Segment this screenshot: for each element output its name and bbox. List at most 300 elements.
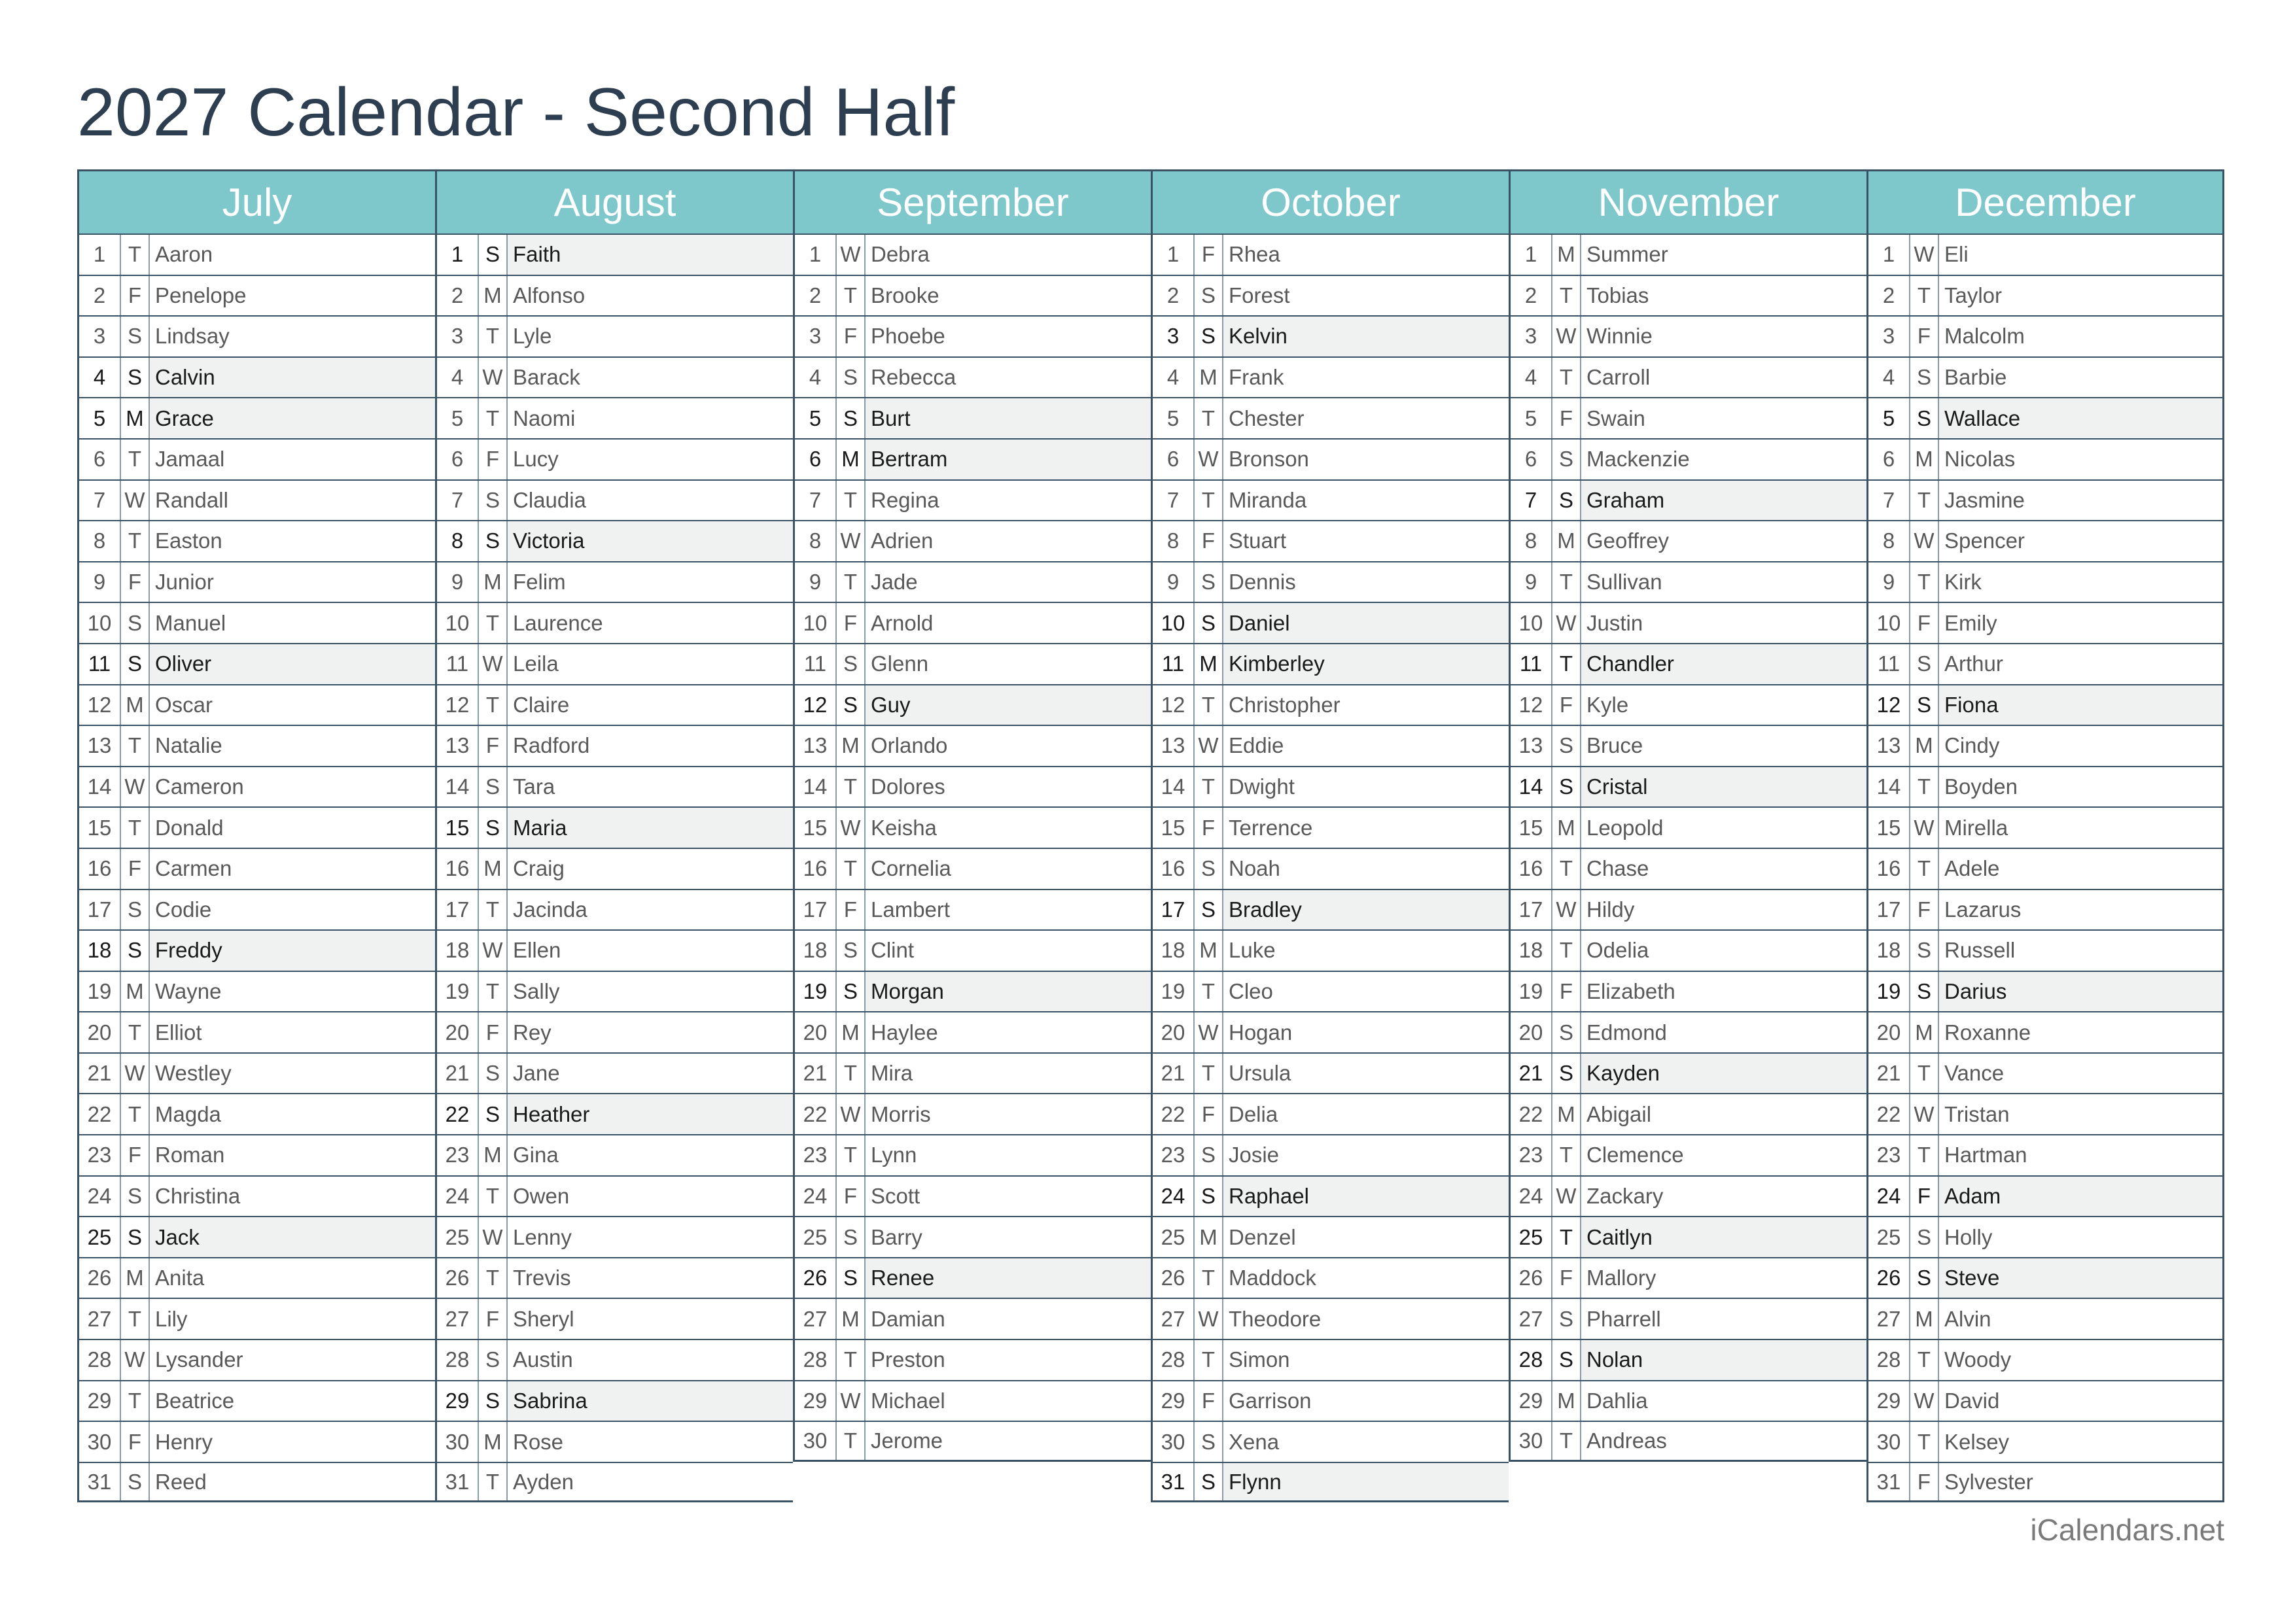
name-day: Eddie bbox=[1229, 733, 1284, 758]
day-row bbox=[1509, 1257, 1866, 1298]
name-day: Arnold bbox=[871, 610, 934, 635]
day-number: 15 bbox=[437, 808, 479, 848]
day-number: 5 bbox=[1153, 398, 1195, 438]
weekday-letter: M bbox=[1195, 358, 1223, 398]
day-number: 31 bbox=[1868, 1463, 1910, 1501]
name-day: Kayden bbox=[1581, 1054, 1866, 1094]
weekday-letter: S bbox=[837, 1217, 866, 1257]
weekday-letter: T bbox=[837, 849, 866, 889]
day-row bbox=[1866, 1421, 2224, 1462]
day-row bbox=[1866, 889, 2224, 930]
weekday-letter: T bbox=[1195, 1258, 1223, 1298]
day-row bbox=[77, 684, 435, 725]
weekday-letter: T bbox=[1195, 972, 1223, 1012]
name-day: Felim bbox=[513, 570, 566, 595]
month-column bbox=[435, 169, 793, 1508]
weekday-letter: S bbox=[1195, 890, 1223, 930]
day-row bbox=[77, 929, 435, 971]
weekday-letter: T bbox=[1195, 481, 1223, 521]
name-day: Guy bbox=[866, 685, 1151, 725]
weekday-letter: M bbox=[837, 726, 866, 766]
day-row bbox=[793, 643, 1151, 684]
name-day: Dennis bbox=[1229, 570, 1296, 595]
day-number: 21 bbox=[1868, 1054, 1910, 1094]
day-number: 30 bbox=[437, 1422, 479, 1462]
weekday-letter: W bbox=[1195, 1012, 1223, 1052]
name-day: Delia bbox=[1229, 1101, 1278, 1126]
weekday-letter: S bbox=[121, 358, 150, 398]
day-row bbox=[1866, 479, 2224, 521]
name-day: Eli bbox=[1944, 242, 1969, 267]
name-day: Cornelia bbox=[871, 856, 951, 881]
day-row bbox=[77, 725, 435, 766]
weekday-letter: W bbox=[479, 644, 508, 684]
day-number: 16 bbox=[1868, 849, 1910, 889]
day-row bbox=[1151, 1216, 1509, 1257]
day-number: 30 bbox=[1153, 1422, 1195, 1462]
day-row bbox=[1151, 1380, 1509, 1421]
day-number: 5 bbox=[79, 398, 121, 438]
day-number: 9 bbox=[1153, 562, 1195, 602]
name-day: Clemence bbox=[1586, 1143, 1684, 1167]
name-day: Lynn bbox=[871, 1143, 917, 1167]
day-row bbox=[793, 1380, 1151, 1421]
weekday-letter: F bbox=[1910, 1177, 1939, 1217]
day-row bbox=[1866, 1339, 2224, 1380]
name-day: Alfonso bbox=[513, 283, 586, 307]
day-row bbox=[435, 1462, 793, 1503]
day-row bbox=[1151, 1421, 1509, 1462]
day-row bbox=[1866, 602, 2224, 643]
weekday-letter: S bbox=[837, 358, 866, 398]
name-day: Victoria bbox=[508, 521, 793, 561]
weekday-letter: M bbox=[479, 562, 508, 602]
weekday-letter: S bbox=[1910, 931, 1939, 971]
day-row bbox=[77, 315, 435, 356]
name-day: Preston bbox=[871, 1347, 945, 1372]
weekday-letter: M bbox=[121, 1258, 150, 1298]
day-row bbox=[435, 1380, 793, 1421]
name-day: Hartman bbox=[1944, 1143, 2027, 1167]
name-day: Brooke bbox=[871, 283, 939, 307]
weekday-letter: S bbox=[1552, 767, 1581, 807]
day-row bbox=[77, 1216, 435, 1257]
weekday-letter: F bbox=[1195, 235, 1223, 275]
day-row bbox=[1151, 848, 1509, 889]
day-row bbox=[1151, 684, 1509, 725]
day-row bbox=[1509, 889, 1866, 930]
day-row bbox=[77, 520, 435, 561]
month-header: July bbox=[77, 169, 435, 233]
weekday-letter: S bbox=[837, 685, 866, 725]
day-row bbox=[1866, 233, 2224, 275]
name-day: Terrence bbox=[1229, 815, 1313, 840]
name-day: Noah bbox=[1229, 856, 1280, 881]
name-day: Arthur bbox=[1944, 651, 2003, 676]
name-day: Sabrina bbox=[508, 1381, 793, 1421]
name-day: Mirella bbox=[1944, 815, 2008, 840]
name-day: Xena bbox=[1229, 1429, 1280, 1454]
name-day: Henry bbox=[155, 1429, 213, 1454]
name-day: Carmen bbox=[155, 856, 232, 881]
day-row bbox=[1509, 643, 1866, 684]
weekday-letter: M bbox=[837, 1299, 866, 1339]
month-column bbox=[77, 169, 435, 1508]
day-number: 8 bbox=[79, 521, 121, 561]
weekday-letter: S bbox=[121, 317, 150, 356]
day-row bbox=[1509, 971, 1866, 1012]
name-day: Aaron bbox=[155, 242, 213, 267]
day-number: 9 bbox=[795, 562, 837, 602]
name-day: Clint bbox=[871, 938, 915, 963]
day-number: 24 bbox=[79, 1177, 121, 1217]
day-number: 13 bbox=[1153, 726, 1195, 766]
name-day: Calvin bbox=[150, 358, 435, 398]
day-number: 12 bbox=[437, 685, 479, 725]
day-row bbox=[435, 602, 793, 643]
day-number: 15 bbox=[1511, 808, 1552, 848]
name-day: Penelope bbox=[155, 283, 247, 307]
day-number: 21 bbox=[79, 1054, 121, 1094]
name-day: Dolores bbox=[871, 774, 945, 799]
weekday-letter: S bbox=[1910, 644, 1939, 684]
name-day: Oliver bbox=[150, 644, 435, 684]
weekday-letter: S bbox=[121, 890, 150, 930]
day-row bbox=[793, 725, 1151, 766]
day-row bbox=[793, 929, 1151, 971]
day-number: 5 bbox=[1868, 398, 1910, 438]
month-header: September bbox=[793, 169, 1151, 233]
weekday-letter: T bbox=[1552, 1422, 1581, 1460]
day-number: 3 bbox=[1511, 317, 1552, 356]
name-day: Maddock bbox=[1229, 1266, 1316, 1290]
day-row bbox=[1866, 561, 2224, 602]
name-day: Josie bbox=[1229, 1143, 1280, 1167]
day-number: 20 bbox=[1868, 1012, 1910, 1052]
day-number: 1 bbox=[79, 235, 121, 275]
weekday-letter: M bbox=[121, 685, 150, 725]
day-number: 14 bbox=[1511, 767, 1552, 807]
day-number: 11 bbox=[1868, 644, 1910, 684]
day-number: 10 bbox=[1511, 603, 1552, 643]
day-number: 6 bbox=[1511, 440, 1552, 479]
day-row bbox=[1509, 1339, 1866, 1380]
name-day: Mackenzie bbox=[1586, 447, 1690, 472]
day-number: 2 bbox=[795, 276, 837, 316]
day-row bbox=[1509, 1421, 1866, 1462]
day-row bbox=[435, 479, 793, 521]
name-day: Edmond bbox=[1586, 1020, 1667, 1045]
name-day: Elliot bbox=[155, 1020, 202, 1045]
day-number: 28 bbox=[79, 1340, 121, 1380]
day-row bbox=[793, 561, 1151, 602]
day-number: 1 bbox=[795, 235, 837, 275]
day-row bbox=[435, 1134, 793, 1175]
name-day: Chandler bbox=[1581, 644, 1866, 684]
day-row bbox=[1509, 315, 1866, 356]
name-day: Lily bbox=[155, 1306, 188, 1331]
name-day: Codie bbox=[155, 897, 212, 922]
name-day: Naomi bbox=[513, 406, 576, 430]
page-title: 2027 Calendar - Second Half bbox=[77, 75, 955, 150]
day-number: 28 bbox=[1511, 1340, 1552, 1380]
weekday-letter: T bbox=[479, 1463, 508, 1501]
day-row bbox=[435, 971, 793, 1012]
weekday-letter: M bbox=[837, 1012, 866, 1052]
weekday-letter: S bbox=[479, 481, 508, 521]
name-day: Trevis bbox=[513, 1266, 571, 1290]
day-number: 19 bbox=[1153, 972, 1195, 1012]
weekday-letter: T bbox=[1552, 276, 1581, 316]
day-row bbox=[793, 1339, 1151, 1380]
name-day: Christopher bbox=[1229, 692, 1340, 717]
name-day: Summer bbox=[1586, 242, 1668, 267]
day-number: 13 bbox=[437, 726, 479, 766]
day-number: 5 bbox=[1511, 398, 1552, 438]
day-number: 4 bbox=[79, 358, 121, 398]
weekday-letter: W bbox=[837, 235, 866, 275]
day-row bbox=[1151, 1257, 1509, 1298]
weekday-letter: W bbox=[479, 1217, 508, 1257]
weekday-letter: S bbox=[1910, 398, 1939, 438]
name-day: Donald bbox=[155, 815, 224, 840]
weekday-letter: S bbox=[1552, 1012, 1581, 1052]
day-number: 13 bbox=[1511, 726, 1552, 766]
day-row bbox=[77, 1421, 435, 1462]
day-number: 27 bbox=[1511, 1299, 1552, 1339]
weekday-letter: S bbox=[1910, 1258, 1939, 1298]
day-row bbox=[1866, 725, 2224, 766]
weekday-letter: F bbox=[1195, 1381, 1223, 1421]
day-row bbox=[77, 1298, 435, 1339]
day-number: 13 bbox=[79, 726, 121, 766]
day-number: 29 bbox=[79, 1381, 121, 1421]
weekday-letter: S bbox=[121, 603, 150, 643]
weekday-letter: S bbox=[1552, 726, 1581, 766]
weekday-letter: S bbox=[121, 1177, 150, 1217]
day-row bbox=[1509, 233, 1866, 275]
name-day: Bradley bbox=[1223, 890, 1509, 930]
name-day: David bbox=[1944, 1388, 2000, 1413]
name-day: Frank bbox=[1229, 365, 1284, 390]
day-row bbox=[1151, 1134, 1509, 1175]
day-number: 29 bbox=[795, 1381, 837, 1421]
day-row bbox=[435, 1339, 793, 1380]
day-row bbox=[77, 766, 435, 807]
name-day: Geoffrey bbox=[1586, 528, 1669, 553]
day-row bbox=[1151, 766, 1509, 807]
day-number: 10 bbox=[79, 603, 121, 643]
day-row bbox=[1509, 275, 1866, 316]
day-number: 8 bbox=[1153, 521, 1195, 561]
day-row bbox=[1866, 848, 2224, 889]
weekday-letter: F bbox=[479, 440, 508, 479]
day-number: 5 bbox=[437, 398, 479, 438]
day-number: 4 bbox=[437, 358, 479, 398]
name-day: Laurence bbox=[513, 610, 603, 635]
day-row bbox=[1509, 929, 1866, 971]
weekday-letter: T bbox=[837, 562, 866, 602]
weekday-letter: S bbox=[121, 931, 150, 971]
day-number: 23 bbox=[437, 1135, 479, 1175]
weekday-letter: S bbox=[1552, 481, 1581, 521]
name-day: Kimberley bbox=[1223, 644, 1509, 684]
day-number: 25 bbox=[1511, 1217, 1552, 1257]
day-row bbox=[1866, 1462, 2224, 1503]
name-day: Abigail bbox=[1586, 1101, 1652, 1126]
weekday-letter: S bbox=[1195, 317, 1223, 356]
name-day: Randall bbox=[155, 487, 228, 512]
name-day: Lenny bbox=[513, 1224, 572, 1249]
weekday-letter: F bbox=[121, 1135, 150, 1175]
day-number: 18 bbox=[795, 931, 837, 971]
weekday-letter: T bbox=[1910, 1422, 1939, 1462]
day-number: 2 bbox=[1511, 276, 1552, 316]
name-day: Morgan bbox=[866, 972, 1151, 1012]
name-day: Dwight bbox=[1229, 774, 1295, 799]
day-row bbox=[77, 438, 435, 479]
weekday-letter: T bbox=[121, 1094, 150, 1134]
day-row bbox=[77, 1462, 435, 1503]
name-day: Michael bbox=[871, 1388, 945, 1413]
day-number: 11 bbox=[79, 644, 121, 684]
name-day: Haylee bbox=[871, 1020, 938, 1045]
day-row bbox=[1866, 1298, 2224, 1339]
day-row bbox=[1151, 1462, 1509, 1503]
day-row bbox=[1509, 561, 1866, 602]
day-number: 15 bbox=[1868, 808, 1910, 848]
day-number: 29 bbox=[1511, 1381, 1552, 1421]
weekday-letter: F bbox=[837, 1177, 866, 1217]
weekday-letter: F bbox=[1910, 603, 1939, 643]
day-row bbox=[1866, 315, 2224, 356]
day-row bbox=[435, 356, 793, 398]
weekday-letter: W bbox=[1910, 521, 1939, 561]
day-number: 12 bbox=[79, 685, 121, 725]
weekday-letter: S bbox=[1195, 1135, 1223, 1175]
day-row bbox=[77, 971, 435, 1012]
name-day: Morris bbox=[871, 1101, 931, 1126]
name-day: Dahlia bbox=[1586, 1388, 1648, 1413]
day-row bbox=[435, 1421, 793, 1462]
day-row bbox=[77, 1134, 435, 1175]
day-number: 12 bbox=[795, 685, 837, 725]
weekday-letter: T bbox=[837, 1054, 866, 1094]
weekday-letter: T bbox=[479, 398, 508, 438]
day-row bbox=[1509, 1298, 1866, 1339]
weekday-letter: T bbox=[1195, 1054, 1223, 1094]
weekday-letter: T bbox=[1552, 562, 1581, 602]
day-row bbox=[435, 438, 793, 479]
weekday-letter: W bbox=[1910, 235, 1939, 275]
name-day: Roman bbox=[155, 1143, 225, 1167]
name-day: Cameron bbox=[155, 774, 244, 799]
month-header: December bbox=[1866, 169, 2224, 233]
weekday-letter: T bbox=[1910, 562, 1939, 602]
name-day: Alvin bbox=[1944, 1306, 1991, 1331]
day-row bbox=[1509, 1380, 1866, 1421]
day-number: 27 bbox=[1153, 1299, 1195, 1339]
day-row bbox=[77, 806, 435, 848]
name-day: Miranda bbox=[1229, 487, 1307, 512]
day-number: 30 bbox=[1511, 1422, 1552, 1460]
day-row bbox=[1866, 438, 2224, 479]
day-number: 20 bbox=[1511, 1012, 1552, 1052]
day-row bbox=[1866, 766, 2224, 807]
day-row bbox=[1509, 520, 1866, 561]
day-number: 20 bbox=[79, 1012, 121, 1052]
day-row bbox=[1151, 725, 1509, 766]
day-number: 17 bbox=[1511, 890, 1552, 930]
name-day: Austin bbox=[513, 1347, 573, 1372]
weekday-letter: T bbox=[1910, 767, 1939, 807]
name-day: Leopold bbox=[1586, 815, 1664, 840]
name-day: Daniel bbox=[1223, 603, 1509, 643]
day-number: 12 bbox=[1868, 685, 1910, 725]
name-day: Zackary bbox=[1586, 1183, 1664, 1208]
day-number: 16 bbox=[1511, 849, 1552, 889]
name-day: Luke bbox=[1229, 938, 1276, 963]
name-day: Holly bbox=[1944, 1224, 1993, 1249]
day-row bbox=[1866, 806, 2224, 848]
day-number: 15 bbox=[79, 808, 121, 848]
day-number: 24 bbox=[437, 1177, 479, 1217]
day-number: 14 bbox=[437, 767, 479, 807]
day-number: 8 bbox=[1511, 521, 1552, 561]
name-day: Tara bbox=[513, 774, 555, 799]
day-row bbox=[77, 1093, 435, 1134]
weekday-letter: T bbox=[479, 685, 508, 725]
name-day: Sullivan bbox=[1586, 570, 1662, 595]
weekday-letter: T bbox=[1552, 931, 1581, 971]
name-day: Kyle bbox=[1586, 692, 1629, 717]
day-row bbox=[1509, 725, 1866, 766]
name-day: Sheryl bbox=[513, 1306, 574, 1331]
day-row bbox=[435, 520, 793, 561]
weekday-letter: F bbox=[837, 603, 866, 643]
name-day: Hogan bbox=[1229, 1020, 1293, 1045]
month-header: October bbox=[1151, 169, 1509, 233]
day-row bbox=[793, 356, 1151, 398]
name-day: Bronson bbox=[1229, 447, 1309, 472]
day-number: 25 bbox=[1153, 1217, 1195, 1257]
day-number: 18 bbox=[1153, 931, 1195, 971]
name-day: Sylvester bbox=[1944, 1469, 2033, 1494]
day-row bbox=[77, 1052, 435, 1094]
weekday-letter: T bbox=[121, 1299, 150, 1339]
day-number: 9 bbox=[79, 562, 121, 602]
day-number: 26 bbox=[79, 1258, 121, 1298]
day-row bbox=[435, 684, 793, 725]
day-row bbox=[793, 479, 1151, 521]
day-row bbox=[435, 1011, 793, 1052]
weekday-letter: S bbox=[837, 644, 866, 684]
weekday-letter: W bbox=[121, 1054, 150, 1094]
day-row bbox=[1151, 397, 1509, 438]
day-number: 19 bbox=[437, 972, 479, 1012]
day-row bbox=[1509, 1216, 1866, 1257]
day-number: 11 bbox=[795, 644, 837, 684]
weekday-letter: W bbox=[837, 521, 866, 561]
day-row bbox=[77, 848, 435, 889]
name-day: Lambert bbox=[871, 897, 951, 922]
day-row bbox=[1866, 356, 2224, 398]
weekday-letter: S bbox=[479, 767, 508, 807]
day-row bbox=[1151, 356, 1509, 398]
weekday-letter: T bbox=[479, 972, 508, 1012]
day-row bbox=[1509, 766, 1866, 807]
day-number: 10 bbox=[795, 603, 837, 643]
